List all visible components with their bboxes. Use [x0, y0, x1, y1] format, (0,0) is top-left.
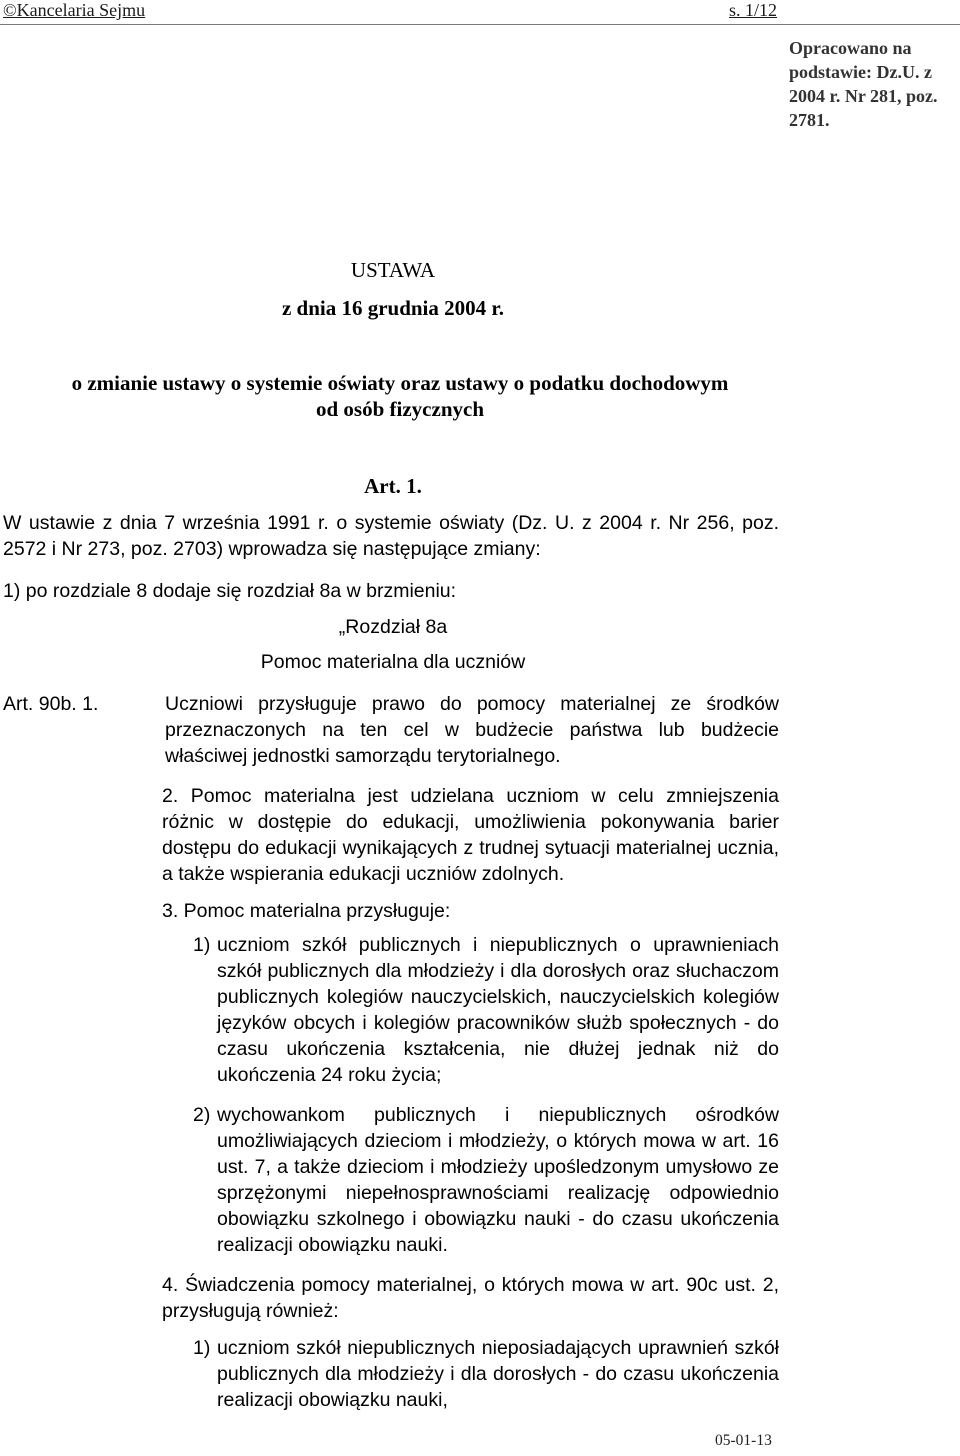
- act-subject-line2: od osób fizycznych: [316, 397, 484, 421]
- article-1-intro: W ustawie z dnia 7 września 1991 r. o systemie oświaty (Dz. U. z 2004 r. Nr 256, poz. 2572 i Nr 273, poz. 2703) wprowadza się następujące zmiany:: [3, 512, 779, 560]
- article-90b-paragraph-3: 3. Pomoc materialna przysługuje:: [162, 900, 451, 922]
- list-item-text: wychowankom publicznych i niepublicznych ośrodków umożliwiających dzieciom i młodzieży, o których mowa w art. 16 ust. 7, a także dzieciom i młodzieży upośledzonym umysłowo ze sprzężonymi niepełnosprawnościami realizację odpowiednio obowiązku szkolnego i obowiązku nauki - do czasu ukończenia realizacji obowiązku nauki.: [217, 1104, 779, 1256]
- article-1-item-1: 1) po rozdziale 8 dodaje się rozdział 8a w brzmieniu:: [3, 580, 457, 602]
- source-note: Opracowano na podstawie: Dz.U. z 2004 r. Nr 281, poz. 2781.: [789, 38, 938, 130]
- header-divider: [0, 24, 960, 25]
- list-number: 2): [193, 1104, 211, 1126]
- act-date: z dnia 16 grudnia 2004 r.: [281, 296, 505, 320]
- list-number: 1): [193, 934, 211, 956]
- act-subject-line1: o zmianie ustawy o systemie oświaty oraz ustawy o podatku dochodowym: [71, 371, 729, 395]
- act-subject: [0, 370, 800, 422]
- article-1-heading: Art. 1.: [364, 474, 422, 498]
- article-90b-paragraph-4: 4. Świadczenia pomocy materialnej, o których mowa w art. 90c ust. 2, przysługują również:: [162, 1274, 779, 1322]
- header-page-number[interactable]: s. 1/12: [728, 0, 777, 20]
- article-90b-paragraph-2: 2. Pomoc materialna jest udzielana uczniom w celu zmniejszenia różnic w dostępie do edukacji, umożliwienia pokonywania barier dostępu do edukacji wynikających z trudnej sytuacji materialnej ucznia, a także wspierania edukacji uczniów zdolnych.: [162, 785, 779, 885]
- article-90b-p1-text: Uczniowi przysługuje prawo do pomocy materialnej ze środków przeznaczonych na ten cel w budżecie państwa lub budżecie właściwej jednostki samorządu terytorialnego.: [165, 693, 779, 767]
- article-90b-paragraph-1: [3, 691, 779, 769]
- paragraph-4-item-1: [193, 1335, 779, 1413]
- list-number: 1): [193, 1337, 211, 1359]
- chapter-subtitle: Pomoc materialna dla uczniów: [260, 651, 526, 673]
- header-source-link[interactable]: ©Kancelaria Sejmu: [3, 0, 146, 20]
- paragraph-3-item-1: [193, 932, 779, 1088]
- list-item-text: uczniom szkół publicznych i niepublicznych o uprawnieniach szkół publicznych dla młodzieży i dla dorosłych oraz słuchaczom publicznych kolegiów nauczycielskich, nauczycielskich kolegiów języków obcych i kolegiów pracowników służb społecznych - do czasu ukończenia kształcenia, nie dłużej jednak niż do ukończenia 24 roku życia;: [217, 934, 779, 1086]
- act-type-title: USTAWA: [350, 258, 436, 282]
- paragraph-3-item-2: [193, 1102, 779, 1258]
- footer-date: 05-01-13: [715, 1432, 772, 1449]
- chapter-title: „Rozdział 8a: [338, 616, 448, 638]
- article-90b-lead: Art. 90b. 1.: [3, 693, 99, 715]
- list-item-text: uczniom szkół niepublicznych nieposiadających uprawnień szkół publicznych dla młodzieży i dla dorosłych - do czasu ukończenia realizacji obowiązku nauki,: [217, 1337, 779, 1411]
